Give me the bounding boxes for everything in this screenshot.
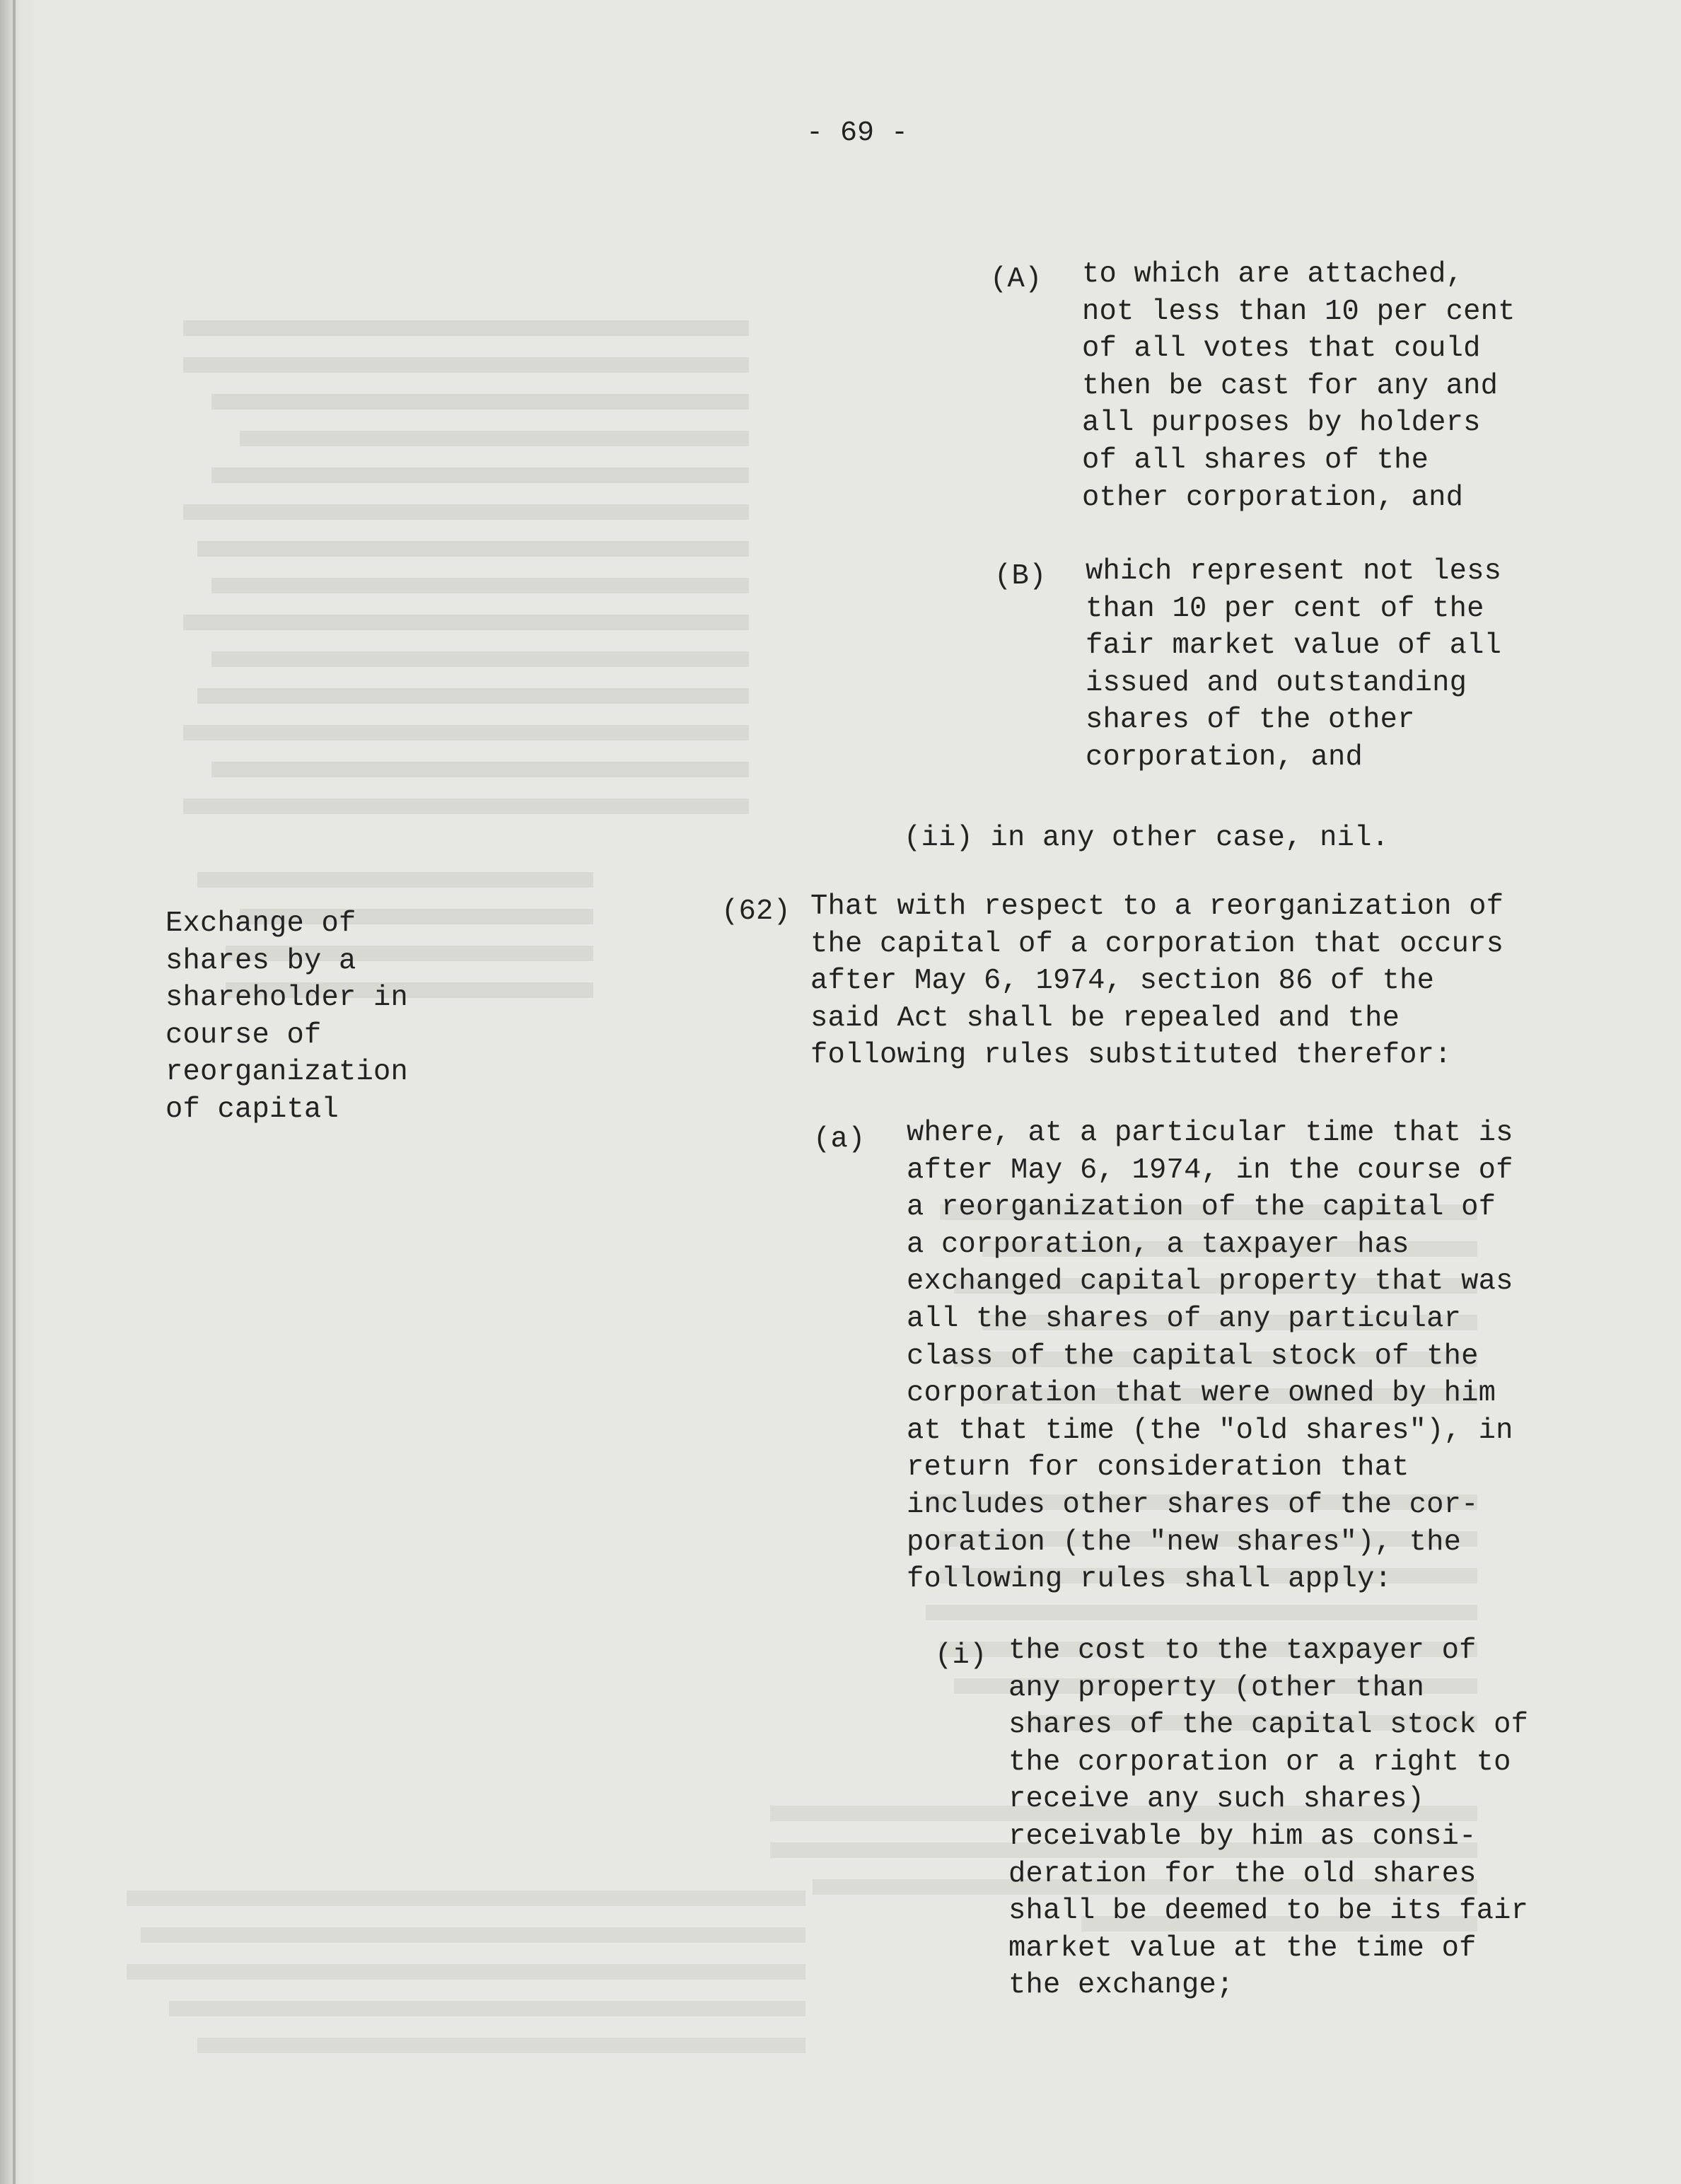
subparagraph-i-label: (i) xyxy=(935,1639,987,1672)
item-B-label: (B) xyxy=(994,560,1047,593)
binding-edge xyxy=(13,0,16,2184)
item-A-text: to which are attached, not less than 10 per cent of all votes that could then be cast for any and all purposes by holders of all shares of the other corporation, and xyxy=(1082,258,1516,514)
subparagraph-i-text: the cost to the taxpayer of any property (other than shares of the capital stock of the corporation or a right to receive any such shares) receivable by him as consi- deration for the old shares shall be deemed to be its fair market value at the time of the exchange; xyxy=(1008,1634,1529,2002)
item-A-label: (A) xyxy=(990,263,1042,296)
item-B-text: which represent not less than 10 per cent of the fair market value of all issued and outstanding shares of the other corporation, and xyxy=(1086,555,1502,774)
section-62-label: (62) xyxy=(721,895,791,928)
item-ii-text: (ii) in any other case, nil. xyxy=(904,822,1390,854)
paragraph-a-text: where, at a particular time that is after May 6, 1974, in the course of a reorganization of the capital of a corporation, a taxpayer has exchanged capital property that was all the shares of any particular class of the capital stock of the corporation that were owned by him at that time (the "old shares"), in return for consideration that includes other shares of the cor- poration (the "new shares"), the following rules shall apply: xyxy=(907,1117,1513,1596)
margin-note: Exchange of shares by a shareholder in course of reorganization of capital xyxy=(165,907,409,1126)
page-number: - 69 - xyxy=(806,117,909,149)
section-62-text: That with respect to a reorganization of the capital of a corporation that occurs after May 6, 1974, section 86 of the said Act shall be repealed and the following rules substituted therefor: xyxy=(810,890,1504,1072)
paragraph-a-label: (a) xyxy=(813,1123,866,1156)
